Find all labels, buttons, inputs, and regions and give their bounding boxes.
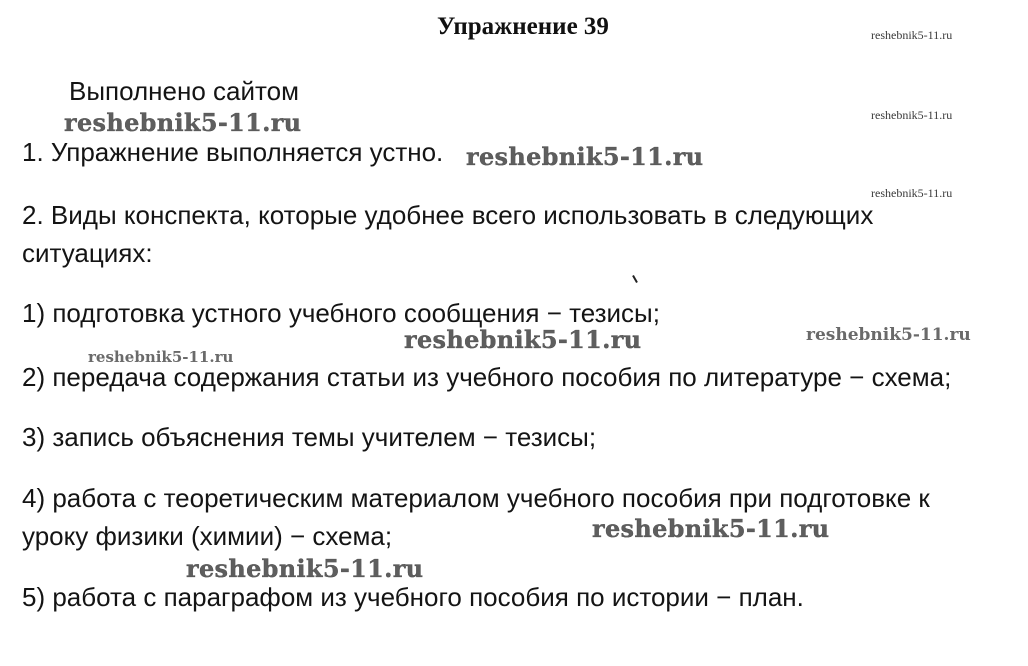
line-2-cont: ситуациях:	[22, 238, 153, 268]
line-1: 1. Упражнение выполняется устно.	[22, 137, 444, 167]
watermark-center: reshebnik5-11.ru	[404, 325, 642, 354]
item-4: 4) работа с теоретическим материалом учебного пособия при подготовке к	[22, 483, 930, 513]
line-2: 2. Виды конспекта, которые удобнее всего использовать в следующих	[22, 200, 874, 230]
watermark-left: reshebnik5-11.ru	[88, 348, 234, 366]
item-2: 2) передача содержания статьи из учебного пособия по литературе − схема;	[22, 362, 952, 392]
credit-line: Выполнено сайтом	[69, 76, 299, 106]
watermark-top-right: reshebnik5-11.ru	[871, 28, 953, 42]
item-3: 3) запись объяснения темы учителем − тезисы;	[22, 422, 597, 452]
watermark-credit: reshebnik5-11.ru	[64, 108, 302, 137]
page-title: Упражнение 39	[437, 13, 609, 40]
item-1: 1) подготовка устного учебного сообщения − тезисы;	[22, 298, 660, 328]
watermark-line-1: reshebnik5-11.ru	[466, 142, 704, 171]
stray-mark	[632, 275, 638, 283]
watermark-right-3: reshebnik5-11.ru	[806, 325, 971, 345]
watermark-right-2: reshebnik5-11.ru	[871, 186, 953, 200]
item-4-cont: уроку физики (химии) − схема;	[22, 521, 393, 551]
watermark-right-1: reshebnik5-11.ru	[871, 108, 953, 122]
watermark-item-5: reshebnik5-11.ru	[186, 554, 424, 583]
item-5: 5) работа с параграфом из учебного пособия по истории − план.	[22, 582, 804, 612]
watermark-item-4: reshebnik5-11.ru	[592, 514, 830, 543]
